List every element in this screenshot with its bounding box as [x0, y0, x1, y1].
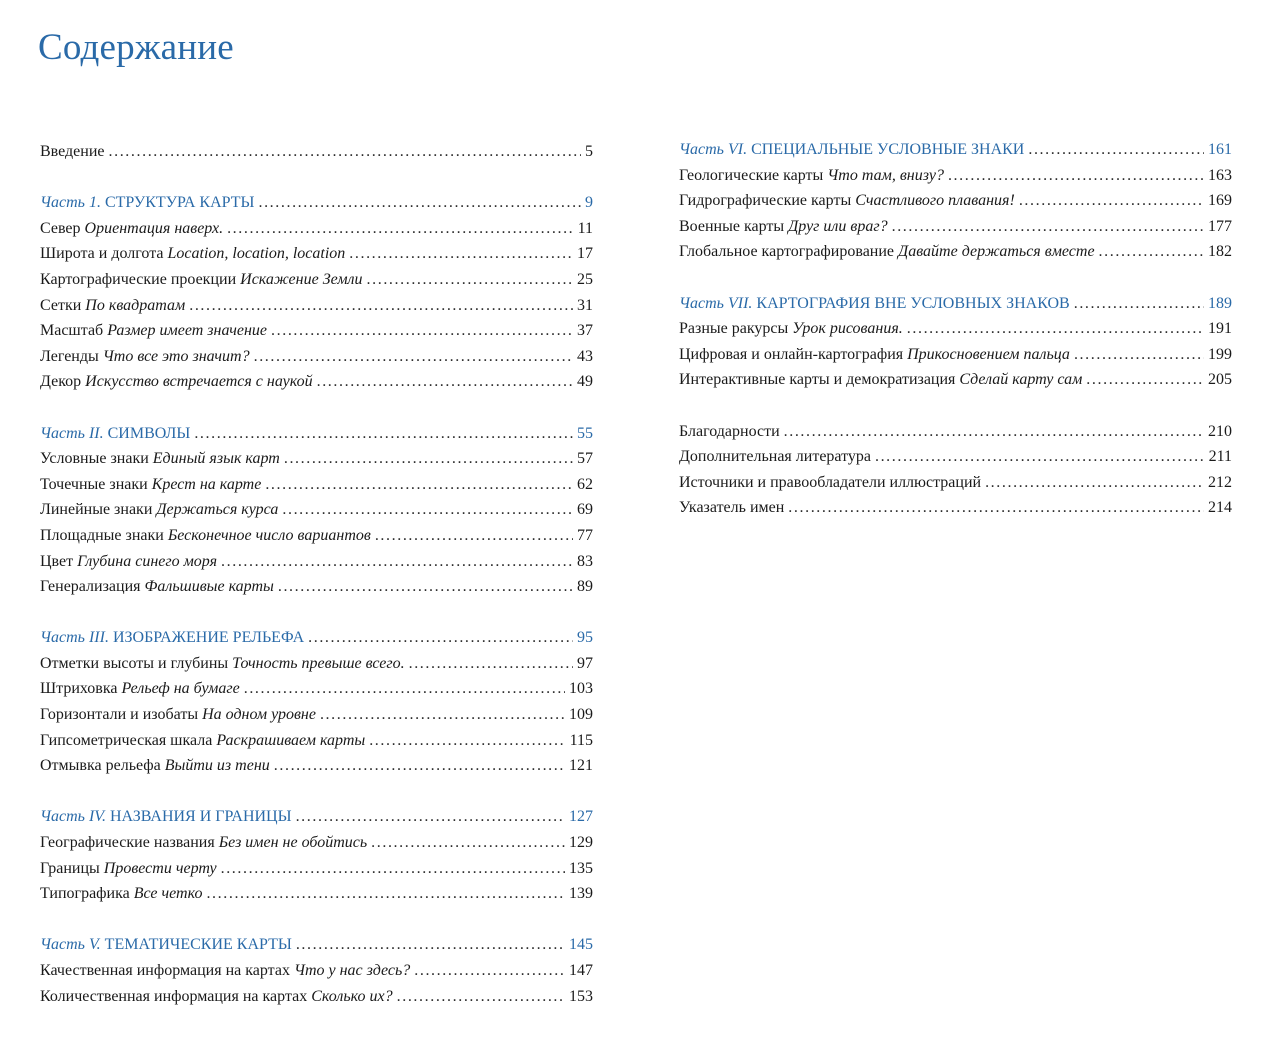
- toc-section: [40, 190, 593, 395]
- entry-title: Линейные знаки: [40, 501, 153, 519]
- entry-title: Север: [40, 219, 81, 237]
- dot-leader: [1019, 188, 1204, 214]
- page-number: 83: [577, 552, 593, 570]
- entry-text: [40, 446, 280, 472]
- dot-leader: [349, 241, 573, 267]
- page-number: 43: [577, 347, 593, 365]
- page-number: 121: [569, 757, 593, 775]
- page-number: 57: [577, 450, 593, 468]
- toc-entry[interactable]: [679, 214, 1232, 240]
- toc-section: [679, 291, 1232, 393]
- page-number: 109: [569, 706, 593, 724]
- dot-leader: [367, 267, 573, 293]
- entry-text: [40, 497, 278, 523]
- page-number: 95: [577, 629, 593, 647]
- entry-text: [40, 369, 313, 395]
- toc-entry[interactable]: [40, 676, 593, 702]
- toc-entry[interactable]: [40, 984, 593, 1010]
- dot-leader: [985, 470, 1204, 496]
- entry-subtitle: Что там, внизу?: [827, 166, 944, 184]
- dot-leader: [788, 495, 1204, 521]
- dot-leader: [271, 318, 573, 344]
- page-number: 189: [1208, 294, 1232, 312]
- dot-leader: [1074, 342, 1204, 368]
- page-number: 210: [1208, 422, 1232, 440]
- toc-entry[interactable]: [679, 239, 1232, 265]
- toc-entry[interactable]: [40, 318, 593, 344]
- entry-title: Сетки: [40, 296, 82, 314]
- page-number: 182: [1208, 243, 1232, 261]
- entry-text: [40, 293, 185, 319]
- entry-title: Дополнительная литература: [679, 448, 871, 466]
- part-title: КАРТОГРАФИЯ ВНЕ УСЛОВНЫХ ЗНАКОВ: [756, 294, 1070, 312]
- entry-subtitle: Все четко: [133, 885, 203, 903]
- part-label: Часть IV.: [40, 808, 106, 826]
- entry-text: [679, 470, 981, 496]
- toc-entry[interactable]: [679, 188, 1232, 214]
- dot-leader: [409, 651, 573, 677]
- entry-subtitle: Ориентация наверх.: [84, 219, 224, 237]
- page-number: 135: [569, 859, 593, 877]
- page-number: 17: [577, 245, 593, 263]
- entry-subtitle: Выйти из тени: [164, 757, 270, 775]
- dot-leader: [189, 293, 573, 319]
- entry-subtitle: Location, location, location: [167, 245, 346, 263]
- toc-part-heading[interactable]: [40, 804, 593, 830]
- toc-section: [40, 139, 593, 165]
- page-number: 97: [577, 654, 593, 672]
- entry-title: Глобальное картографирование: [679, 243, 895, 261]
- part-heading-text: [40, 804, 292, 830]
- entry-subtitle: Прикосновением пальца: [907, 345, 1070, 363]
- entry-title: Легенды: [40, 347, 99, 365]
- page-number: 55: [577, 424, 593, 442]
- page-title: Содержание: [38, 27, 234, 68]
- page-number: 153: [569, 987, 593, 1005]
- part-label: Часть VII.: [679, 294, 753, 312]
- page-number: 103: [569, 680, 593, 698]
- toc-entry[interactable]: [679, 419, 1232, 445]
- page-number: 214: [1208, 499, 1232, 517]
- toc-right-column: [679, 137, 1232, 521]
- dot-leader: [1028, 137, 1204, 163]
- entry-text: [679, 239, 1095, 265]
- entry-text: [40, 139, 105, 165]
- toc-part-heading[interactable]: [40, 190, 593, 216]
- part-heading-text: [679, 291, 1070, 317]
- entry-title: Картографические проекции: [40, 270, 237, 288]
- part-heading-text: [40, 190, 254, 216]
- dot-leader: [948, 163, 1204, 189]
- toc-entry[interactable]: [40, 881, 593, 907]
- toc-part-heading[interactable]: [40, 625, 593, 651]
- page-number: 127: [569, 808, 593, 826]
- entry-text: [679, 316, 903, 342]
- page-number: 25: [577, 270, 593, 288]
- entry-subtitle: Держаться курса: [156, 501, 279, 519]
- dot-leader: [282, 497, 573, 523]
- toc-entry[interactable]: [40, 753, 593, 779]
- page-number: 139: [569, 885, 593, 903]
- page-number: 191: [1208, 320, 1232, 338]
- entry-text: [679, 444, 871, 470]
- page-number: 163: [1208, 166, 1232, 184]
- entry-subtitle: Друг или враг?: [788, 217, 888, 235]
- toc-entry[interactable]: [40, 216, 593, 242]
- page-number: 9: [585, 194, 593, 212]
- toc-entry[interactable]: [40, 702, 593, 728]
- page-number: 177: [1208, 217, 1232, 235]
- toc-part-heading[interactable]: [40, 932, 593, 958]
- part-label: Часть V.: [40, 936, 101, 954]
- entry-title: Цифровая и онлайн-картография: [679, 345, 904, 363]
- toc-entry[interactable]: [679, 367, 1232, 393]
- dot-leader: [308, 625, 573, 651]
- page-number: 129: [569, 834, 593, 852]
- toc-entry[interactable]: [40, 369, 593, 395]
- dot-leader: [414, 958, 565, 984]
- part-heading-text: [40, 932, 292, 958]
- entry-title: Источники и правообладатели иллюстраций: [679, 473, 982, 491]
- page-number: 37: [577, 322, 593, 340]
- entry-title: Геологические карты: [679, 166, 824, 184]
- part-label: Часть II.: [40, 424, 104, 442]
- entry-text: [40, 830, 367, 856]
- dot-leader: [375, 523, 573, 549]
- entry-title: Введение: [40, 143, 105, 160]
- page-number: 69: [577, 501, 593, 519]
- toc-entry[interactable]: [40, 651, 593, 677]
- dot-leader: [907, 316, 1204, 342]
- dot-leader: [296, 804, 565, 830]
- page-number: 11: [577, 219, 593, 237]
- dot-leader: [221, 549, 573, 575]
- entry-text: [40, 318, 267, 344]
- entry-text: [40, 753, 270, 779]
- entry-title: Гидрографические карты: [679, 192, 852, 210]
- entry-title: Качественная информация на картах: [40, 962, 290, 979]
- entry-title: Точечные знаки: [40, 475, 148, 493]
- dot-leader: [221, 856, 565, 882]
- part-title: СТРУКТУРА КАРТЫ: [104, 194, 255, 212]
- toc-entry[interactable]: [40, 293, 593, 319]
- page-number: 161: [1208, 141, 1232, 158]
- entry-title: Цвет: [40, 552, 74, 570]
- page-number: 211: [1208, 448, 1232, 466]
- entry-text: [40, 241, 345, 267]
- part-heading-text: [40, 625, 304, 651]
- toc-entry[interactable]: [40, 139, 593, 165]
- entry-text: [40, 267, 363, 293]
- entry-title: Типографика: [40, 885, 130, 903]
- page-number: 31: [577, 296, 593, 314]
- entry-subtitle: Провести черту: [103, 859, 217, 877]
- dot-leader: [284, 446, 573, 472]
- toc-part-heading[interactable]: [679, 291, 1232, 317]
- toc-entry[interactable]: [40, 241, 593, 267]
- page-number: 145: [569, 936, 593, 954]
- entry-title: Генерализация: [40, 578, 141, 596]
- part-heading-text: [679, 137, 1024, 163]
- toc-entry[interactable]: [679, 342, 1232, 368]
- toc-part-heading[interactable]: [679, 137, 1232, 163]
- toc-entry[interactable]: [40, 267, 593, 293]
- entry-title: Количественная информация на картах: [40, 987, 308, 1005]
- part-label: Часть 1.: [40, 194, 101, 212]
- entry-text: [40, 651, 405, 677]
- toc-entry[interactable]: [679, 163, 1232, 189]
- entry-text: [40, 344, 250, 370]
- entry-text: [679, 367, 1082, 393]
- dot-leader: [892, 214, 1204, 240]
- entry-subtitle: Сколько их?: [311, 987, 393, 1005]
- entry-subtitle: Без имен не обойтись: [218, 834, 368, 852]
- dot-leader: [296, 932, 565, 958]
- toc-entry[interactable]: [40, 472, 593, 498]
- part-title: ИЗОБРАЖЕНИЕ РЕЛЬЕФА: [112, 629, 305, 647]
- toc-entry[interactable]: [40, 523, 593, 549]
- entry-title: Горизонтали и изобаты: [40, 706, 199, 724]
- toc-entry[interactable]: [40, 856, 593, 882]
- dot-leader: [317, 369, 573, 395]
- entry-text: [40, 574, 274, 600]
- entry-subtitle: По квадратам: [85, 296, 186, 314]
- entry-text: [40, 856, 217, 882]
- part-title: СИМВОЛЫ: [107, 424, 191, 442]
- dot-leader: [875, 444, 1205, 470]
- entry-title: Географические названия: [40, 834, 215, 852]
- toc-entry[interactable]: [40, 958, 593, 984]
- page-number: 205: [1208, 371, 1232, 389]
- entry-title: Отметки высоты и глубины: [40, 654, 229, 672]
- entry-text: [40, 702, 316, 728]
- dot-leader: [1099, 239, 1204, 265]
- page-number: 77: [577, 526, 593, 544]
- entry-title: Масштаб: [40, 322, 104, 340]
- toc-section: [679, 419, 1232, 521]
- dot-leader: [109, 139, 582, 165]
- entry-text: [679, 495, 784, 521]
- toc-entry[interactable]: [40, 497, 593, 523]
- part-label: Часть VI.: [679, 141, 748, 158]
- entry-text: [40, 549, 217, 575]
- toc-entry[interactable]: [40, 728, 593, 754]
- entry-subtitle: На одном уровне: [202, 706, 316, 724]
- dot-leader: [320, 702, 565, 728]
- entry-subtitle: Рельеф на бумаге: [121, 680, 240, 698]
- dot-leader: [227, 216, 574, 242]
- entry-text: [679, 342, 1070, 368]
- dot-leader: [258, 190, 581, 216]
- entry-title: Границы: [40, 859, 100, 877]
- toc-section: [40, 804, 593, 906]
- part-title: СПЕЦИАЛЬНЫЕ УСЛОВНЫЕ ЗНАКИ: [751, 141, 1025, 158]
- entry-subtitle: Счастливого плавания!: [855, 192, 1015, 210]
- entry-subtitle: Крест на карте: [151, 475, 262, 493]
- entry-title: Декор: [40, 373, 82, 391]
- page-number: 89: [577, 578, 593, 596]
- entry-title: Гипсометрическая шкала: [40, 731, 213, 749]
- dot-leader: [371, 830, 565, 856]
- entry-title: Военные карты: [679, 217, 785, 235]
- entry-subtitle: Искусство встречается с наукой: [85, 373, 313, 391]
- entry-title: Отмывка рельефа: [40, 757, 161, 775]
- entry-subtitle: Урок рисования.: [792, 320, 903, 338]
- entry-title: Широта и долгота: [40, 245, 164, 263]
- entry-text: [40, 472, 261, 498]
- toc-section: [40, 421, 593, 600]
- entry-subtitle: Единый язык карт: [152, 450, 280, 468]
- page-number: 199: [1208, 345, 1232, 363]
- entry-text: [40, 676, 240, 702]
- page-number: 62: [577, 475, 593, 493]
- entry-subtitle: Бесконечное число вариантов: [167, 526, 371, 544]
- entry-subtitle: Что у нас здесь?: [293, 962, 411, 979]
- entry-text: [679, 214, 888, 240]
- entry-text: [679, 419, 780, 445]
- toc-entry[interactable]: [40, 344, 593, 370]
- entry-subtitle: Раскрашиваем карты: [216, 731, 366, 749]
- entry-text: [40, 984, 393, 1010]
- entry-title: Условные знаки: [40, 450, 149, 468]
- entry-text: [679, 163, 944, 189]
- page-number: 147: [569, 962, 593, 979]
- toc-part-heading[interactable]: [40, 421, 593, 447]
- toc-entry[interactable]: [679, 495, 1232, 521]
- page-number: 5: [585, 143, 593, 160]
- entry-text: [679, 188, 1015, 214]
- entry-subtitle: Глубина синего моря: [77, 552, 218, 570]
- entry-text: [40, 958, 410, 984]
- entry-subtitle: Фальшивые карты: [144, 578, 274, 596]
- toc-section: [40, 625, 593, 779]
- dot-leader: [206, 881, 565, 907]
- entry-subtitle: Искажение Земли: [240, 270, 363, 288]
- page-number: 49: [577, 373, 593, 391]
- dot-leader: [244, 676, 565, 702]
- entry-subtitle: Точность превыше всего.: [232, 654, 405, 672]
- entry-subtitle: Давайте держаться вместе: [898, 243, 1095, 261]
- entry-title: Указатель имен: [679, 499, 785, 517]
- entry-subtitle: Размер имеет значение: [107, 322, 268, 340]
- dot-leader: [274, 753, 565, 779]
- dot-leader: [397, 984, 565, 1010]
- page-number: 212: [1208, 473, 1232, 491]
- toc-entry[interactable]: [679, 470, 1232, 496]
- toc-entry[interactable]: [679, 316, 1232, 342]
- dot-leader: [369, 728, 565, 754]
- part-title: ТЕМАТИЧЕСКИЕ КАРТЫ: [104, 936, 292, 954]
- dot-leader: [194, 421, 573, 447]
- part-title: НАЗВАНИЯ И ГРАНИЦЫ: [110, 808, 292, 826]
- toc-section: [679, 137, 1232, 265]
- dot-leader: [265, 472, 573, 498]
- toc-entry[interactable]: [40, 549, 593, 575]
- dot-leader: [1074, 291, 1204, 317]
- dot-leader: [278, 574, 573, 600]
- entry-title: Площадные знаки: [40, 526, 164, 544]
- toc-entry[interactable]: [40, 830, 593, 856]
- toc-entry[interactable]: [40, 574, 593, 600]
- entry-title: Интерактивные карты и демократизация: [679, 371, 956, 389]
- entry-text: [40, 216, 223, 242]
- entry-subtitle: Сделай карту сам: [959, 371, 1083, 389]
- toc-entry[interactable]: [40, 446, 593, 472]
- part-label: Часть III.: [40, 629, 109, 647]
- toc-left-column: [40, 139, 593, 1009]
- entry-title: Благодарности: [679, 422, 780, 440]
- entry-subtitle: Что все это значит?: [102, 347, 250, 365]
- dot-leader: [254, 344, 573, 370]
- entry-title: Разные ракурсы: [679, 320, 789, 338]
- entry-text: [40, 881, 202, 907]
- entry-text: [40, 523, 371, 549]
- dot-leader: [784, 419, 1204, 445]
- page-number: 115: [569, 731, 593, 749]
- toc-entry[interactable]: [679, 444, 1232, 470]
- part-heading-text: [40, 421, 190, 447]
- entry-title: Штриховка: [40, 680, 118, 698]
- page-number: 169: [1208, 192, 1232, 210]
- entry-text: [40, 728, 365, 754]
- toc-section: [40, 932, 593, 1009]
- dot-leader: [1086, 367, 1204, 393]
